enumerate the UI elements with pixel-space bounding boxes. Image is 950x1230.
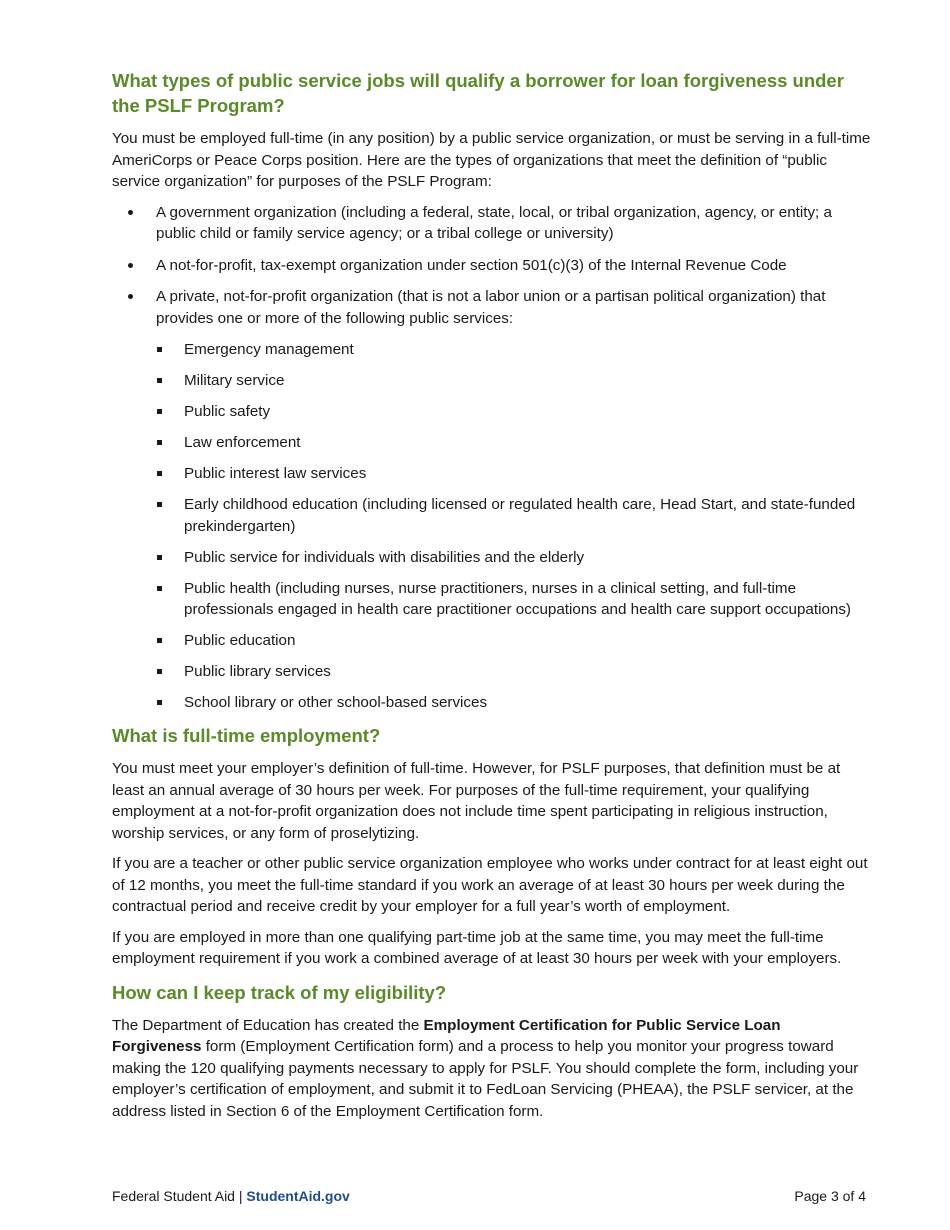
section-full-time-employment	[112, 723, 872, 970]
paragraph: If you are employed in more than one qualifying part-time job at the same time, you may meet the full-time employment requirement if you work a combined average of at least 30 hours per week with your employers.	[112, 928, 842, 967]
section-intro: You must be employed full-time (in any position) by a public service organization, or must be serving in a full-time AmeriCorps or Peace Corps position. Here are the types of organizations that meet the definition of “public service organization” for purposes of the PSLF Program:	[112, 130, 871, 190]
square-bullet-icon	[157, 440, 162, 445]
list-item-text: A not-for-profit, tax-exempt organization under section 501(c)(3) of the Internal Revenue Code	[156, 256, 787, 274]
list-item-text: School library or other school-based services	[184, 694, 488, 711]
section-heading: How can I keep track of my eligibility?	[112, 981, 447, 1003]
paragraph	[112, 1015, 872, 1123]
list-item	[112, 255, 872, 277]
list-item	[156, 494, 872, 537]
square-bullet-icon	[157, 638, 162, 643]
list-item-text: Military service	[184, 372, 285, 389]
bullet-icon	[128, 210, 133, 215]
section-track-eligibility	[112, 980, 872, 1123]
square-bullet-icon	[157, 347, 162, 352]
text-run: form (Employment Certification form) and a process to help you monitor your progress toward making the 120 qualifying payments necessary to apply for PSLF. You should complete the form, including your employer’s certification of employment, and submit it to FedLoan Servicing (PHEAA), the PSLF servicer, at the address listed in Section 6 of the Employment Certification form.	[112, 1038, 859, 1120]
list-item	[156, 370, 872, 392]
text-run: The Department of Education has created the	[112, 1016, 424, 1034]
section-qualifying-jobs	[112, 68, 872, 714]
list-item-text: Public service for individuals with disabilities and the elderly	[184, 548, 585, 566]
list-item	[156, 692, 872, 714]
list-item-text: Early childhood education (including licensed or regulated health care, Head Start, and state-funded prekindergarten)	[184, 496, 856, 535]
bullet-icon	[128, 263, 133, 268]
document-page	[112, 68, 872, 1131]
list-item	[112, 286, 872, 329]
paragraph: If you are a teacher or other public service organization employee who works under contract for at least eight out of 12 months, you meet the full-time standard if you work an average of at least 30 hours per week during the contractual period and receive credit by your employer for a full year’s worth of employment.	[112, 855, 868, 915]
list-item	[156, 463, 872, 485]
square-bullet-icon	[157, 409, 162, 414]
list-item-text: Emergency management	[184, 341, 354, 358]
page-footer	[112, 1187, 866, 1205]
list-item-text: Public interest law services	[184, 465, 367, 482]
square-bullet-icon	[157, 700, 162, 705]
footer-org: Federal Student Aid |	[112, 1188, 247, 1204]
bullet-icon	[128, 294, 133, 299]
list-item	[156, 432, 872, 454]
list-item	[156, 661, 872, 683]
square-bullet-icon	[157, 586, 162, 591]
list-item-text: Law enforcement	[184, 434, 301, 451]
list-item	[156, 401, 872, 423]
section-heading: What is full-time employment?	[112, 725, 381, 746]
footer-left	[112, 1187, 350, 1205]
list-item-text: Public health (including nurses, nurse practitioners, nurses in a clinical setting, and full-time professionals engaged in health care practitioner occupations and health care support occupations)	[184, 579, 851, 618]
list-item	[156, 339, 872, 361]
list-item	[112, 202, 872, 245]
square-bullet-icon	[157, 669, 162, 674]
list-item-text: Public safety	[184, 403, 271, 420]
list-item-text: A government organization (including a federal, state, local, or tribal organization, agency, or entity; a public child or family service agency; or a tribal college or university)	[156, 203, 832, 242]
square-bullet-icon	[157, 555, 162, 560]
square-bullet-icon	[157, 378, 162, 383]
section-heading: What types of public service jobs will qualify a borrower for loan forgiveness under the PSLF Program?	[112, 70, 844, 116]
square-bullet-icon	[157, 502, 162, 507]
form-name-bold: Employment Certification for Public Service Loan Forgiveness	[112, 1016, 781, 1055]
square-bullet-icon	[157, 471, 162, 476]
organization-types-list	[112, 202, 872, 330]
paragraph: You must meet your employer’s definition of full-time. However, for PSLF purposes, that definition must be at least an annual average of 30 hours per week. For purposes of the full-time requirement, your qualifying employment at a not-for-profit organization does not include time spent participating in religious instruction, worship services, or any form of proselytizing.	[112, 760, 841, 842]
page-number: Page 3 of 4	[794, 1188, 866, 1204]
list-item-text: A private, not-for-profit organization (that is not a labor union or a partisan political organization) that provides one or more of the following public services:	[156, 288, 826, 327]
list-item	[156, 578, 872, 621]
list-item	[156, 547, 872, 569]
studentaid-link[interactable]: StudentAid.gov	[246, 1188, 350, 1204]
list-item-text: Public library services	[184, 663, 331, 680]
public-services-list	[156, 339, 872, 714]
list-item	[156, 630, 872, 652]
list-item-text: Public education	[184, 632, 296, 649]
